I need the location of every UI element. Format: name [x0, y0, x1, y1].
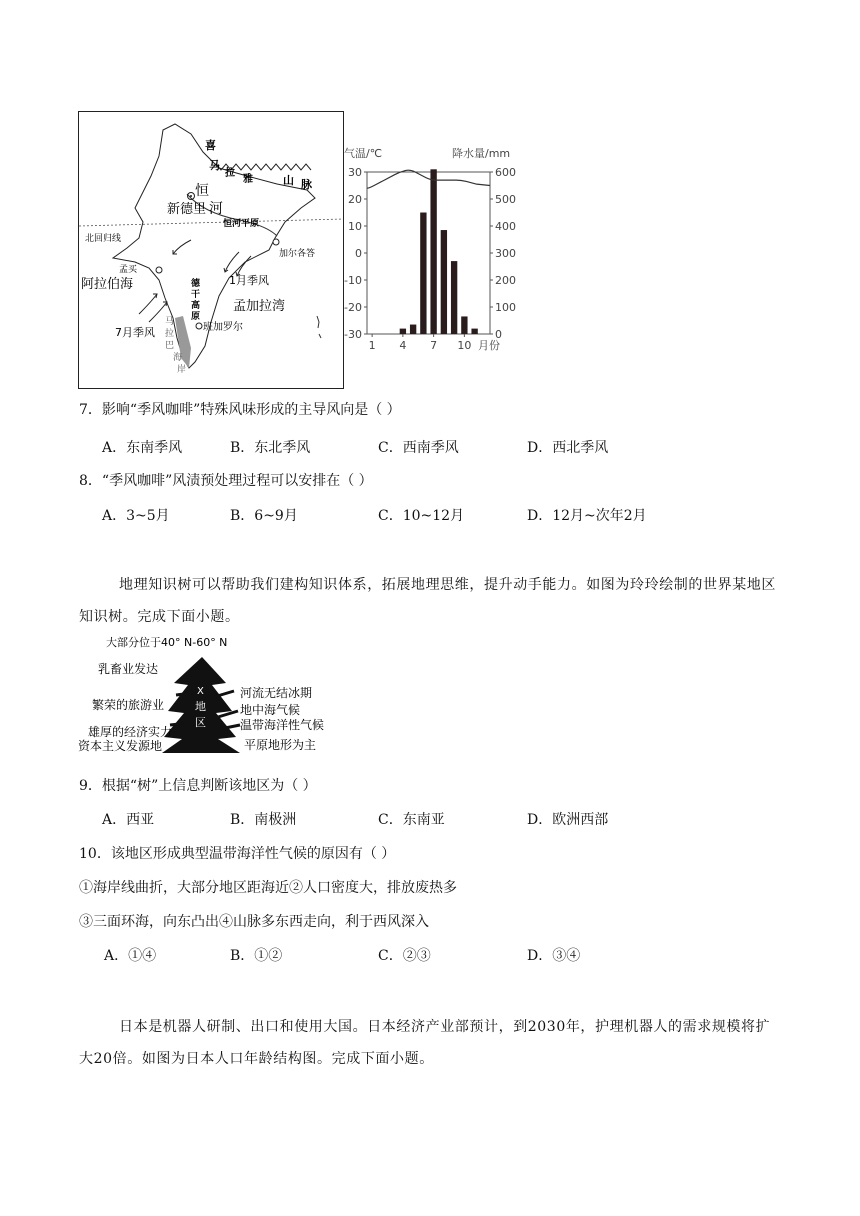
q8-option-d[interactable]: D．12月~次年2月	[527, 508, 647, 524]
label-la: 拉	[225, 168, 235, 179]
precip-bar	[400, 329, 406, 334]
mumbai-marker	[156, 267, 162, 273]
tree-right-1: 河流无结冰期	[240, 686, 313, 700]
q10-statement-2: ③三面环海，向东凸出④山脉多东西走向，利于西风深入	[79, 914, 429, 930]
tree-center-di: 地	[195, 700, 206, 713]
label-xi: 喜	[205, 139, 216, 152]
temp-tick-label: 20	[348, 193, 362, 206]
jul-monsoon-arrows	[139, 294, 167, 322]
q10-option-a[interactable]: A．①④	[104, 948, 157, 964]
label-heng: 恒	[195, 183, 209, 199]
month-tick-label: 4	[399, 339, 407, 352]
temp-tick-label: -10	[344, 274, 362, 287]
label-tropic: 北回归线	[85, 234, 122, 244]
label-deccan-2: 干	[191, 290, 201, 300]
q10-stem: 10．该地区形成典型温带海洋性气候的原因有（ ）	[79, 846, 396, 862]
precip-bars	[400, 169, 478, 334]
q9-option-b[interactable]: B．南极洲	[230, 812, 297, 828]
label-he: 河	[209, 201, 223, 217]
precip-bar	[451, 261, 457, 334]
precip-tick-label: 0	[495, 328, 502, 341]
tree-right-3: 温带海洋性气候	[240, 718, 325, 732]
precip-bar	[461, 316, 467, 334]
plot-area-border	[367, 172, 490, 334]
tree-left-1: 乳畜业发达	[98, 662, 159, 676]
kolkata-marker	[273, 239, 279, 245]
label-deccan-4: 原	[191, 312, 201, 322]
q7-option-d[interactable]: D．西北季风	[527, 440, 609, 456]
precip-tick-label: 100	[495, 301, 516, 314]
precip-tick-label: 500	[495, 193, 516, 206]
tree-top-label: 大部分位于40° N-60° N	[106, 636, 228, 649]
q8-option-b[interactable]: B．6~9月	[230, 508, 298, 524]
label-kolkata: 加尔各答	[279, 249, 316, 259]
precip-bar	[471, 329, 477, 334]
precip-axis-label: 降水量/mm	[452, 147, 511, 160]
islands	[317, 316, 321, 338]
tree-left-3: 雄厚的经济实力	[88, 725, 173, 739]
chart-frame	[367, 172, 490, 334]
label-malabar-2: 拉	[165, 329, 175, 339]
temp-ticks	[344, 166, 367, 341]
month-tick-label: 7	[430, 339, 438, 352]
climate-chart	[340, 142, 516, 352]
precip-tick-label: 200	[495, 274, 516, 287]
temp-tick-label: -30	[344, 328, 362, 341]
q7-option-a[interactable]: A．东南季风	[102, 440, 183, 456]
label-malabar-3: 巴	[165, 341, 175, 351]
bangalore-marker	[196, 323, 202, 329]
month-ticks	[369, 334, 472, 352]
q10-option-d[interactable]: D．③④	[527, 948, 581, 964]
q8-option-a[interactable]: A．3~5月	[102, 508, 170, 524]
label-malabar-1: 马	[165, 317, 175, 327]
temp-tick-label: 10	[348, 220, 362, 233]
label-jan-monsoon: 1月季风	[229, 274, 269, 287]
q7-stem: 7．影响“季风咖啡”特殊风味形成的主导风向是（ ）	[79, 402, 401, 418]
q9-stem: 9．根据“树”上信息判断该地区为（ ）	[79, 778, 317, 794]
q10-option-b[interactable]: B．①②	[230, 948, 283, 964]
q10-option-c[interactable]: C．②③	[378, 948, 431, 964]
precip-tick-label: 400	[495, 220, 516, 233]
precip-tick-label: 600	[495, 166, 516, 179]
tree-right-2: 地中海气候	[240, 703, 301, 717]
label-ma: 马	[209, 159, 220, 172]
precip-bar	[441, 230, 447, 334]
knowledge-tree	[76, 633, 356, 755]
q9-option-c[interactable]: C．东南亚	[378, 812, 445, 828]
label-mai: 脉	[301, 178, 312, 191]
label-jul-monsoon: 7月季风	[115, 326, 155, 339]
label-malabar-5: 岸	[177, 365, 187, 375]
label-malabar-4: 海	[173, 353, 183, 363]
tree-left-2: 繁荣的旅游业	[92, 698, 165, 712]
q9-option-a[interactable]: A．西亚	[102, 812, 155, 828]
temp-tick-label: 30	[348, 166, 362, 179]
tropic-line	[79, 219, 343, 226]
label-shan: 山	[283, 174, 294, 187]
label-deccan-3: 高	[191, 301, 201, 311]
precip-ticks	[490, 166, 516, 341]
tree-left-4: 资本主义发源地	[78, 739, 163, 753]
q8-stem: 8．“季风咖啡”风渍预处理过程可以安排在（ ）	[79, 473, 373, 489]
precip-bar	[420, 213, 426, 335]
month-tick-label: 1	[368, 339, 376, 352]
label-deccan-1: 德	[191, 279, 201, 289]
india-map	[78, 111, 344, 389]
tree-center-x: X	[197, 686, 204, 697]
temp-axis-label: 气温/℃	[344, 147, 383, 160]
label-arabian-sea: 阿拉伯海	[81, 277, 134, 292]
temp-tick-label: -20	[344, 301, 362, 314]
passage-knowledge-tree: 地理知识树可以帮助我们建构知识体系，拓展地理思维，提升动手能力。如图为玲玲绘制的世界某地区知识树。完成下面小题。	[79, 577, 776, 625]
label-ya: 雅	[243, 174, 253, 185]
q7-option-b[interactable]: B．东北季风	[230, 440, 311, 456]
month-axis-label: 月份	[478, 339, 500, 352]
india-map-drawing	[79, 112, 343, 388]
tree-center-qu: 区	[195, 716, 206, 729]
precip-tick-label: 300	[495, 247, 516, 260]
temp-line	[367, 170, 490, 188]
label-delhi: 新德里	[167, 202, 207, 217]
label-ganges-plain: 恒河平原	[223, 219, 260, 229]
q8-option-c[interactable]: C．10~12月	[378, 508, 465, 524]
precip-bar	[430, 169, 436, 334]
q10-statement-1: ①海岸线曲折，大部分地区距海近②人口密度大，排放废热多	[79, 880, 457, 896]
label-bangalore: 班加罗尔	[203, 322, 243, 333]
label-mumbai: 孟买	[119, 265, 138, 275]
passage-japan-robots: 日本是机器人研制、出口和使用大国。日本经济产业部预计，到2030年，护理机器人的需求规模将扩大20倍。如图为日本人口年龄结构图。完成下面小题。	[79, 1019, 771, 1067]
q9-option-d[interactable]: D．欧洲西部	[527, 812, 609, 828]
precip-bar	[410, 325, 416, 334]
q7-option-c[interactable]: C．西南季风	[378, 440, 459, 456]
jan-monsoon-arrows	[173, 240, 251, 276]
temp-tick-label: 0	[355, 247, 362, 260]
month-tick-label: 10	[457, 339, 472, 352]
label-bay-of-bengal: 孟加拉湾	[233, 299, 286, 314]
tree-right-4: 平原地形为主	[244, 738, 317, 752]
